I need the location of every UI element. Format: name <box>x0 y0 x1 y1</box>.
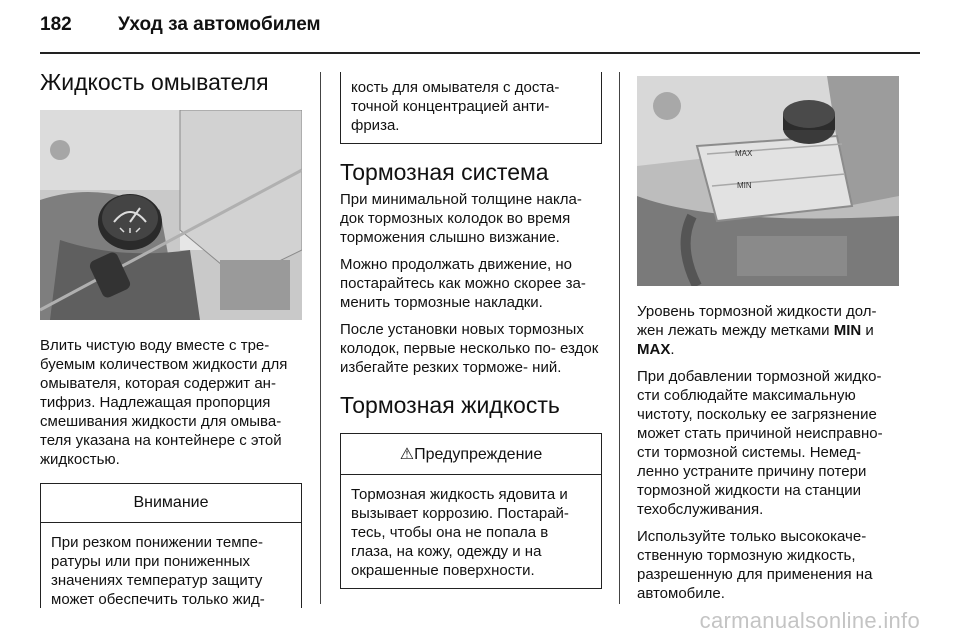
brake-system-para-2: Можно продолжать движение, но постарайтесь как можно скорее за- менить тормозные накладки. <box>340 256 586 311</box>
brake-system-para-3: После установки новых тормозных колодок, первые несколько по- ездок избегайте резких торможе- ний. <box>340 321 599 376</box>
washer-reservoir-photo <box>40 110 302 320</box>
column-divider-right <box>619 72 620 604</box>
warning-text: Тормозная жидкость ядовита и вызывает коррозию. Постарай- тесь, чтобы она не попала в глаза, на кожу, одежду и на окрашенные поверхности. <box>351 486 569 579</box>
notice-title: Внимание <box>41 484 301 523</box>
column-brake-fluid <box>637 76 901 611</box>
brake-system-para-1: При минимальной толщине накла- док тормозных колодок во время торможения слышно визжание. <box>340 191 582 246</box>
warning-title: Предупреждение <box>414 446 543 463</box>
level-suffix: . <box>670 341 675 358</box>
watermark: carmanualsonline.info <box>699 608 920 633</box>
notice-continued-text: кость для омывателя с доста- точной концентрацией анти- фриза. <box>351 79 560 134</box>
warning-box <box>340 433 602 589</box>
brake-reservoir-photo <box>637 76 899 286</box>
brake-fluid-para-1: При добавлении тормозной жидко- сти соблюдайте максимальную чистоту, поскольку ее загрязнение может стать причиной неисправно- сти тормозной системы. Немед- ленно устраните причину потери тормозной жидкости на станции техобслуживания. <box>637 368 883 518</box>
column-washer-fluid <box>40 68 302 608</box>
brake-fluid-heading: Тормозная жидкость <box>340 392 560 418</box>
washer-fluid-text: Влить чистую воду вместе с тре- буемым количеством жидкости для омывателя, которая содержит ан- тифриз. Надлежащая пропорция смешивания жидкости для омыва- теля указана на контейнере с этой жидкостью. <box>40 337 288 468</box>
column-brake-system <box>340 72 602 589</box>
page-header <box>40 14 920 54</box>
brake-fluid-para-2: Используйте только высококаче- ственную тормозную жидкость, разрешенную для применения на автомобиле. <box>637 528 873 602</box>
level-min: MIN <box>833 322 862 339</box>
level-max: MAX <box>637 341 671 358</box>
column-divider-left <box>320 72 321 604</box>
header-title: Уход за автомобилем <box>118 14 321 35</box>
notice-text: При резком понижении темпе- ратуры или при пониженных значениях температур защиту может обеспечить только жид- <box>51 534 265 608</box>
level-and: и <box>861 322 874 339</box>
warning-header <box>341 434 601 475</box>
min-mark-label: MIN <box>737 181 752 190</box>
warning-icon: ⚠ <box>399 446 415 463</box>
max-mark-label: MAX <box>735 149 753 158</box>
page-number: 182 <box>40 14 72 35</box>
header-rule <box>40 52 920 54</box>
level-prefix: Уровень тормозной жидкости дол- жен лежать между метками <box>637 303 877 339</box>
notice-continued-box <box>340 72 602 144</box>
notice-box <box>40 483 302 608</box>
washer-fluid-heading: Жидкость омывателя <box>40 69 269 95</box>
brake-fluid-level-text <box>637 302 901 359</box>
brake-system-heading: Тормозная система <box>340 159 549 185</box>
